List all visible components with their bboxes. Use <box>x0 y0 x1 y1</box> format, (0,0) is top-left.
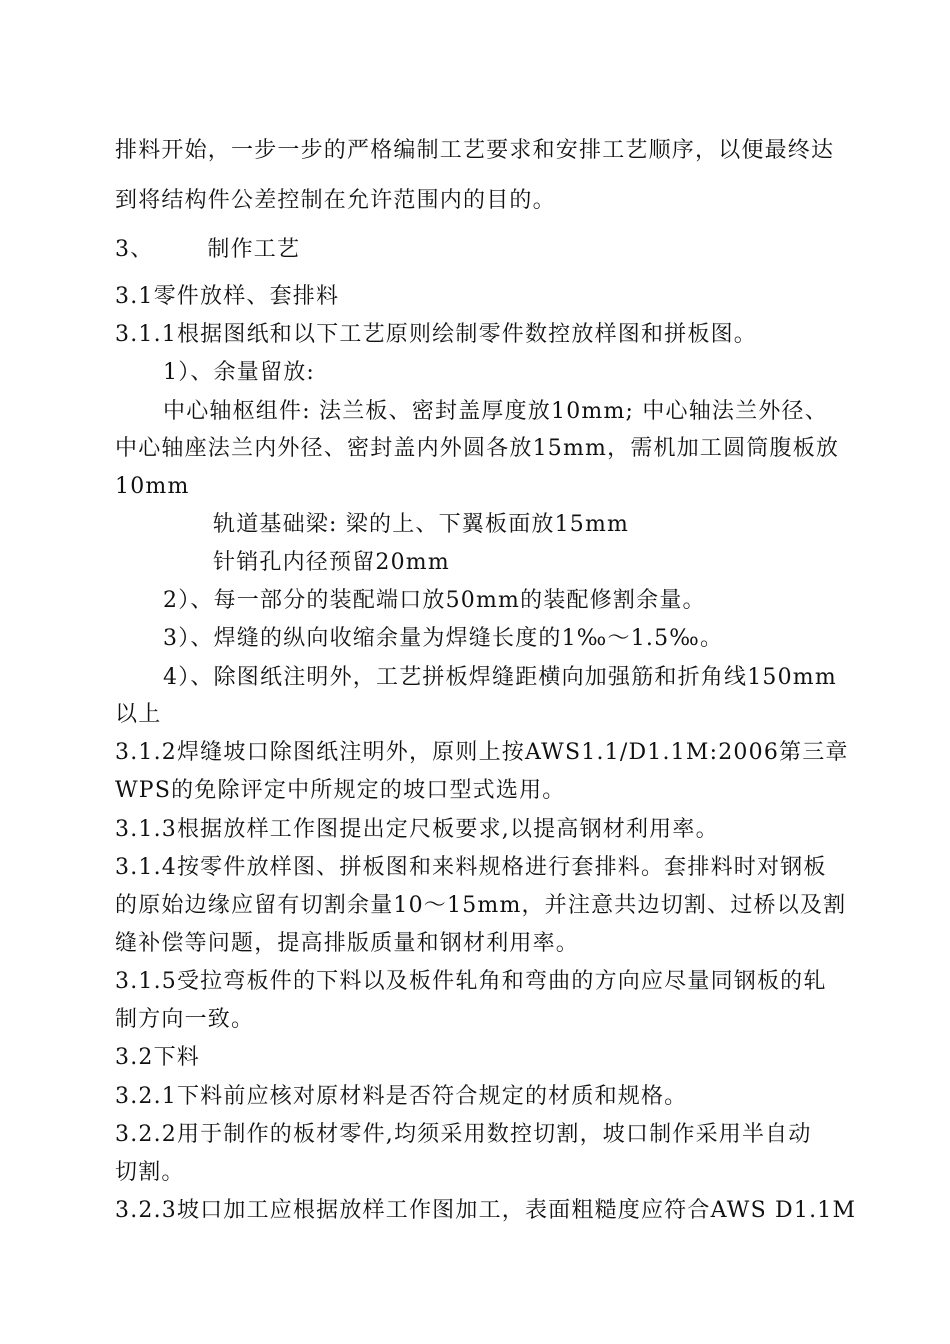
clause-line: 3.1.5受拉弯板件的下料以及板件轧角和弯曲的方向应尽量同钢板的轧 <box>115 969 827 994</box>
subsection-heading: 3.2下料 <box>115 1045 200 1070</box>
clause-line: 3.2.2用于制作的板材零件,均须采用数控切割，坡口制作采用半自动 <box>115 1122 812 1147</box>
paragraph-line: 轨道基础梁: 梁的上、下翼板面放15mm <box>213 512 630 537</box>
subsection-heading: 3.1零件放样、套排料 <box>115 284 340 309</box>
paragraph-line: 缝补偿等问题，提高排版质量和钢材利用率。 <box>115 931 580 956</box>
section-heading <box>115 235 300 265</box>
paragraph-line: 到将结构件公差控制在允许范围内的目的。 <box>115 188 556 213</box>
paragraph-line: 的原始边缘应留有切割余量10～15mm，并注意共边切割、过桥以及割 <box>115 893 847 918</box>
list-item: 1）、余量留放: <box>163 360 316 385</box>
paragraph-line: 排料开始，一步一步的严格编制工艺要求和安排工艺顺序，以便最终达 <box>115 138 835 163</box>
clause-line: 3.1.3根据放样工作图提出定尺板要求,以提高钢材利用率。 <box>115 817 719 842</box>
list-item: 4）、除图纸注明外，工艺拼板焊缝距横向加强筋和折角线150mm <box>163 665 837 690</box>
paragraph-line: 以上 <box>115 702 162 727</box>
clause-line: 3.2.3坡口加工应根据放样工作图加工，表面粗糙度应符合AWS D1.1M <box>115 1198 857 1223</box>
paragraph-line: 中心轴座法兰内外径、密封盖内外圆各放15mm，需机加工圆筒腹板放 <box>115 436 840 461</box>
clause-line: 3.1.4按零件放样图、拼板图和来料规格进行套排料。套排料时对钢板 <box>115 855 827 880</box>
paragraph-line: 针销孔内径预留20mm <box>213 550 450 575</box>
clause-line: 3.2.1下料前应核对原材料是否符合规定的材质和规格。 <box>115 1084 688 1109</box>
clause-line: 3.1.1根据图纸和以下工艺原则绘制零件数控放样图和拼板图。 <box>115 322 757 347</box>
paragraph-line: 制方向一致。 <box>115 1007 255 1032</box>
paragraph-line: WPS的免除评定中所规定的坡口型式选用。 <box>115 778 566 803</box>
list-item: 2）、每一部分的装配端口放50mm的装配修割余量。 <box>163 588 706 613</box>
paragraph-line: 切割。 <box>115 1160 185 1185</box>
paragraph-line: 10mm <box>115 474 190 499</box>
list-item: 3）、焊缝的纵向收缩余量为焊缝长度的1‰～1.5‰。 <box>163 626 724 651</box>
section-title: 制作工艺 <box>207 237 301 262</box>
section-number: 3、 <box>115 237 154 262</box>
clause-line: 3.1.2焊缝坡口除图纸注明外，原则上按AWS1.1/D1.1M:2006第三章 <box>115 740 849 765</box>
paragraph-line: 中心轴枢组件: 法兰板、密封盖厚度放10mm; 中心轴法兰外径、 <box>163 399 828 424</box>
